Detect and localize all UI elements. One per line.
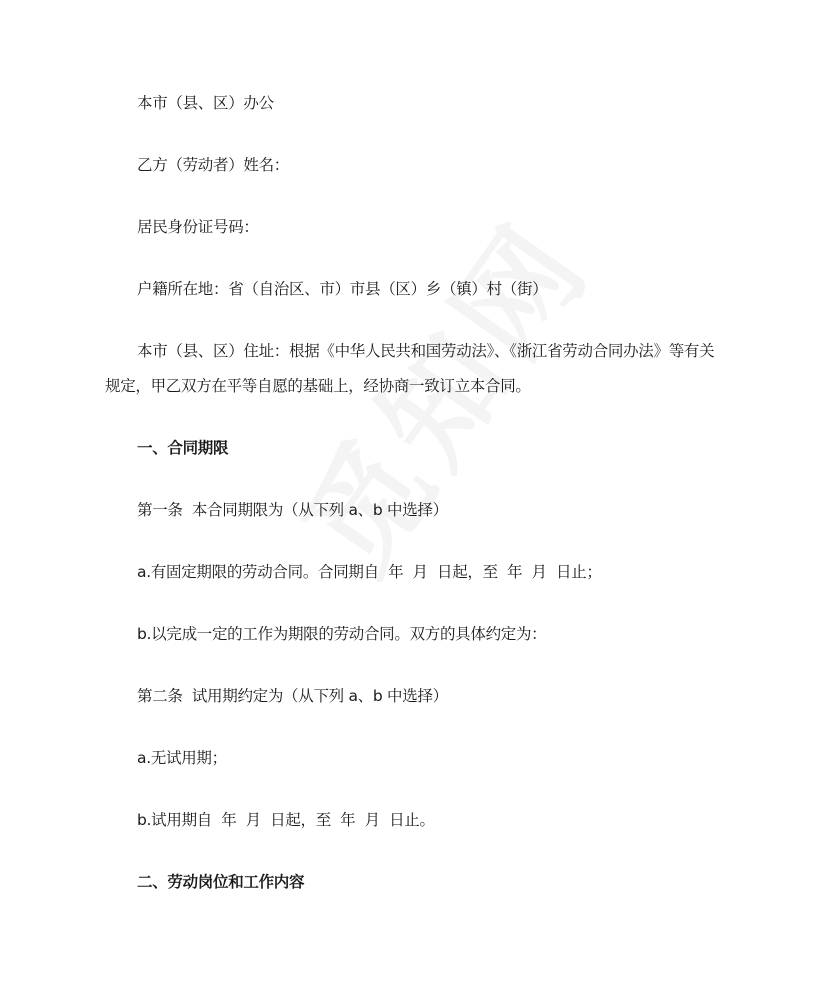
paragraph-residence-preamble: 本市（县、区）住址：根据《中华人民共和国劳动法》、《浙江省劳动合同办法》等有关规定，甲乙双方在平等自愿的基础上，经协商一致订立本合同。 — [105, 342, 715, 395]
paragraph-party-b-name: 乙方（劳动者）姓名： — [137, 156, 290, 174]
paragraph-office-address: 本市（县、区）办公 — [137, 94, 274, 112]
article-1-option-a: a.有固定期限的劳动合同。合同期自 年 月 日起，至 年 月 日止； — [137, 563, 602, 581]
document-body — [105, 86, 727, 927]
paragraph-household-registration: 户籍所在地：省（自治区、市）市县（区）乡（镇）村（街） — [137, 280, 548, 298]
article-1-option-b: b.以完成一定的工作为期限的劳动合同。双方的具体约定为： — [137, 625, 547, 643]
article-2: 第二条 试用期约定为（从下列 a、b 中选择） — [137, 687, 448, 705]
article-1: 第一条 本合同期限为（从下列 a、b 中选择） — [137, 501, 448, 519]
paragraph-id-number: 居民身份证号码： — [137, 218, 259, 236]
section-heading-job-position: 二、劳动岗位和工作内容 — [137, 873, 305, 891]
article-2-option-a: a.无试用期； — [137, 749, 227, 767]
section-heading-contract-term: 一、合同期限 — [137, 439, 229, 457]
article-2-option-b: b.试用期自 年 月 日起，至 年 月 日止。 — [137, 811, 435, 829]
